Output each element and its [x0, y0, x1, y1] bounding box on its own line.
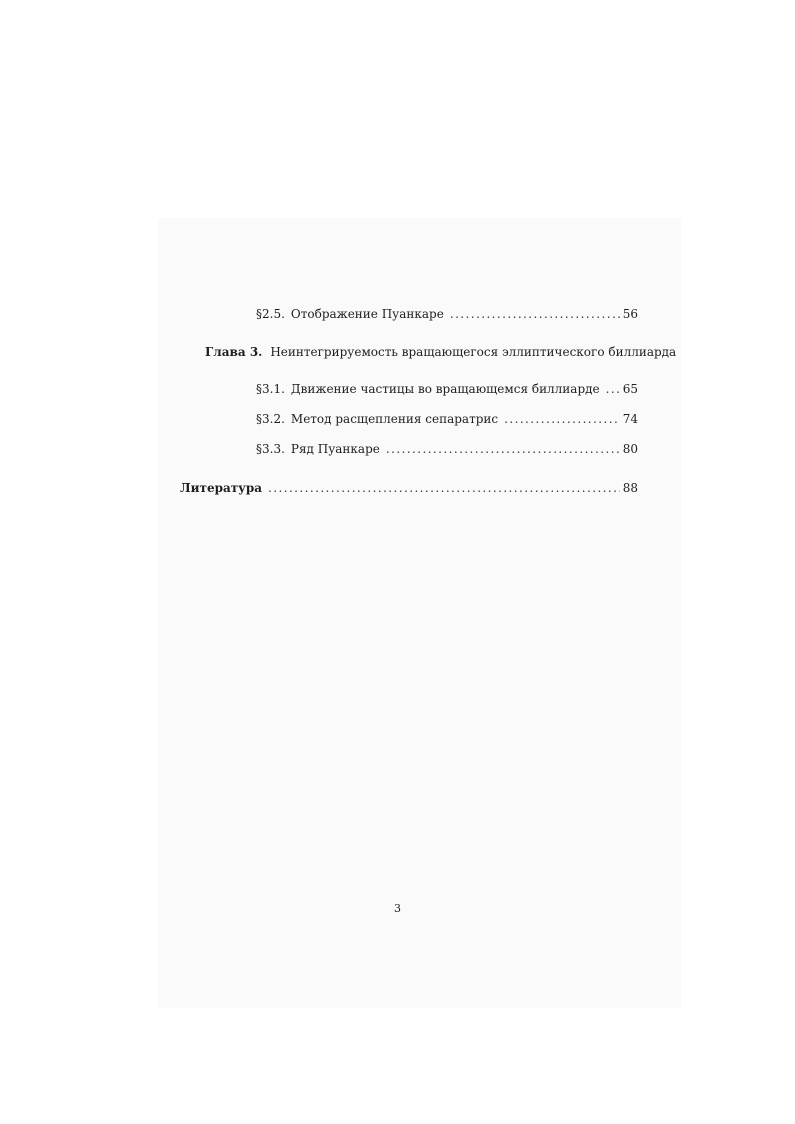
- toc-entry-section-3-1[interactable]: [256, 381, 638, 397]
- toc-chapter-number: Глава 3.: [205, 345, 263, 359]
- toc-entry-title: Метод расщепления сепаратрис: [290, 412, 499, 426]
- toc-entry-number: §3.3.: [256, 442, 285, 456]
- toc-entry-number: §3.1.: [256, 382, 285, 396]
- toc-entry-page: 65: [622, 382, 638, 396]
- toc-entry-title: Ряд Пуанкаре: [290, 442, 380, 456]
- toc-entry-number: §3.2.: [256, 412, 285, 426]
- page-number: 3: [394, 902, 401, 915]
- toc-entry-chapter-3[interactable]: [205, 344, 677, 360]
- dot-leader: [450, 306, 620, 322]
- dot-leader: [606, 381, 620, 397]
- toc-entry-title: Движение частицы во вращающемся биллиарде: [290, 382, 600, 396]
- toc-entry-page: 74: [622, 412, 638, 426]
- toc-chapter-title: Неинтегрируемость вращающегося эллиптического биллиарда: [270, 345, 677, 359]
- toc-entry-page: 56: [622, 307, 638, 321]
- dot-leader: [268, 480, 620, 496]
- toc-entry-section-3-2[interactable]: [256, 411, 638, 427]
- toc-entry-title: Отображение Пуанкаре: [290, 307, 444, 321]
- toc-entry-section-2-5[interactable]: [256, 306, 638, 322]
- toc-entry-page: 80: [622, 442, 638, 456]
- dot-leader: [386, 441, 620, 457]
- toc-entry-number: §2.5.: [256, 307, 285, 321]
- toc-entry-references[interactable]: [180, 480, 638, 496]
- toc-references-title: Литература: [180, 481, 263, 495]
- dot-leader: [504, 411, 620, 427]
- toc-entry-page: 88: [622, 481, 638, 495]
- toc-entry-section-3-3[interactable]: [256, 441, 638, 457]
